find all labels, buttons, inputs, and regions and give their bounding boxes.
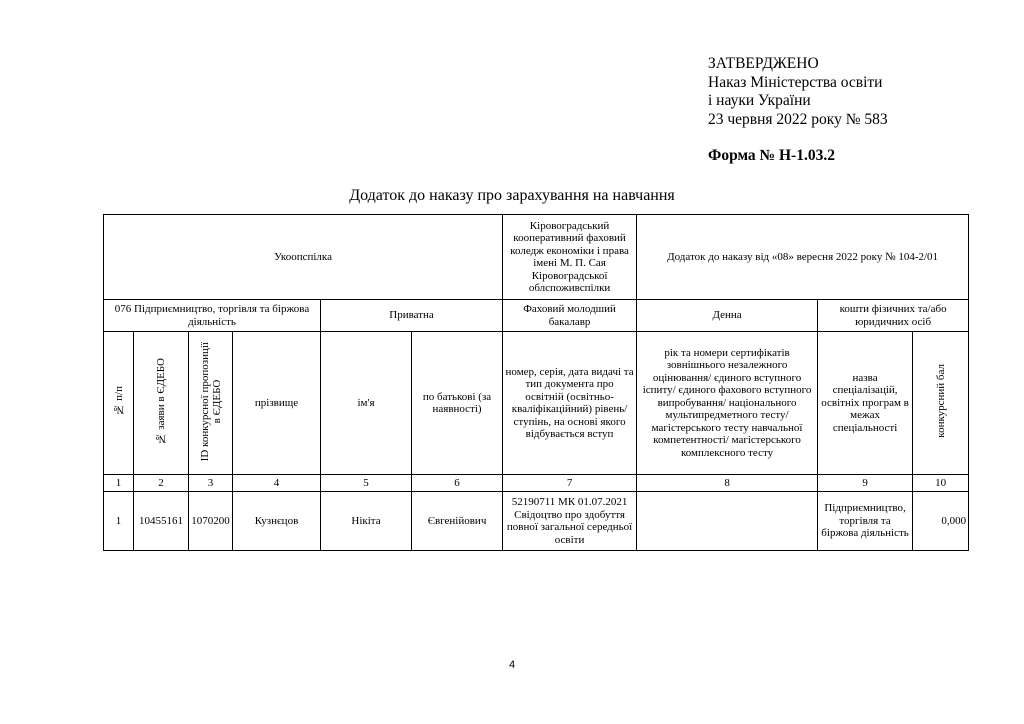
competition-score: 0,000	[913, 492, 969, 551]
col-header-patronymic: по батькові (за наявності)	[412, 332, 503, 475]
approval-ministry-line: і науки України	[708, 92, 811, 109]
approval-date-line: 23 червня 2022 року № 583	[708, 110, 888, 128]
column-numbers-row	[104, 475, 969, 492]
organization-cell: Укоопспілка	[104, 215, 503, 300]
column-number: 5	[321, 475, 412, 492]
form-number: Форма № Н-1.03.2	[708, 147, 835, 164]
approval-order-line: Наказ Міністерства освіти	[708, 73, 883, 91]
surname: Кузнєцов	[233, 492, 321, 551]
table-row	[104, 492, 969, 551]
enrollment-table	[103, 214, 969, 551]
order-cell: Додаток до наказу від «08» вересня 2022 року № 104-2/01	[637, 215, 969, 300]
column-number: 4	[233, 475, 321, 492]
specialization: Підприємництво, торгівля та біржова діяльність	[818, 492, 913, 551]
col-header-surname: прізвище	[233, 332, 321, 475]
degree-cell: Фаховий молодший бакалавр	[503, 300, 637, 332]
column-number: 10	[913, 475, 969, 492]
col-header-certificates: рік та номери сертифікатів зовнішнього незалежного оцінювання/ єдиного вступного іспиту/ єдиного фахового вступного випробування/ національного мультипредметного тесту/ магістерського тесту навчальної компетентності/ магістерського комплексного тесту	[637, 332, 818, 475]
ownership-cell: Приватна	[321, 300, 503, 332]
specialty-cell: 076 Підприємництво, торгівля та біржова діяльність	[104, 300, 321, 332]
column-number: 7	[503, 475, 637, 492]
col-header-document: номер, серія, дата видачі та тип документа про освітній (освітньо-кваліфікаційний) рівень/ступінь, на основі якого відбувається вступ	[503, 332, 637, 475]
certificates	[637, 492, 818, 551]
column-number: 2	[134, 475, 189, 492]
col-header-number: № п/п	[104, 332, 134, 475]
first-name: Нікіта	[321, 492, 412, 551]
funding-cell: кошти фізичних та/або юридичних осіб	[818, 300, 969, 332]
document-title: Додаток до наказу про зарахування на навчання	[349, 187, 675, 204]
col-header-application: № заяви в ЄДЕБО	[134, 332, 189, 475]
patronymic: Євгенійович	[412, 492, 503, 551]
col-header-name: ім'я	[321, 332, 412, 475]
application-number: 10455161	[134, 492, 189, 551]
column-number: 3	[189, 475, 233, 492]
col-header-score: конкурсний бал	[913, 332, 969, 475]
column-number: 9	[818, 475, 913, 492]
col-header-specialization: назва спеціалізацій, освітніх програм в межах спеціальності	[818, 332, 913, 475]
column-number: 8	[637, 475, 818, 492]
college-cell: Кіровоградський кооперативний фаховий коледж економіки і права імені М. П. Сая Кіровоградської облспоживспілки	[503, 215, 637, 300]
col-header-offer-id: ID конкурсної пропозиції в ЄДЕБО	[189, 332, 233, 475]
page-number: 4	[508, 659, 516, 671]
row-number: 1	[104, 492, 134, 551]
column-number: 1	[104, 475, 134, 492]
study-form-cell: Денна	[637, 300, 818, 332]
approval-heading: ЗАТВЕРДЖЕНО	[708, 55, 819, 72]
offer-id: 1070200	[189, 492, 233, 551]
approval-block	[708, 55, 888, 129]
education-document: 52190711 МК 01.07.2021 Свідоцтво про здобуття повної загальної середньої освіти	[503, 492, 637, 551]
column-number: 6	[412, 475, 503, 492]
